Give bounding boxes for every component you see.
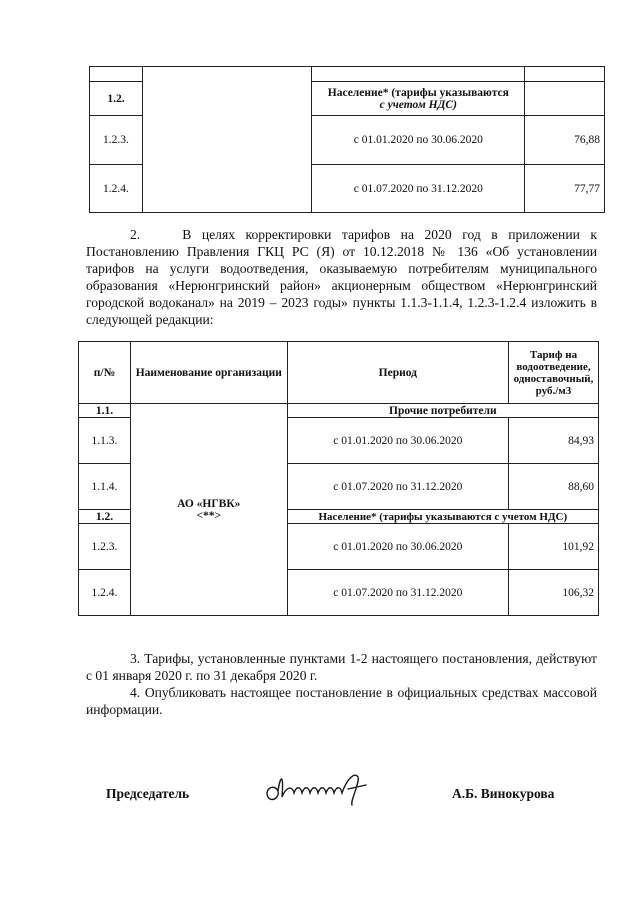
row-number: 1.2.3. (79, 524, 131, 570)
group-label: Население* (тарифы указываются с учетом НДС) (287, 510, 598, 524)
group-number: 1.1. (79, 404, 131, 418)
header-tariff: Тариф на водоотведение, одноставочный, руб./м3 (508, 342, 598, 404)
organization-note: <**> (196, 509, 222, 522)
row-tariff: 101,92 (508, 524, 598, 570)
row-number: 1.1.4. (79, 464, 131, 510)
group-label-line: с учетом НДС) (379, 98, 457, 111)
row-tariff: 76,88 (525, 116, 605, 165)
group-number: 1.2. (90, 82, 143, 116)
row-tariff: 84,93 (508, 418, 598, 464)
paragraph-2 (86, 226, 597, 328)
row-period: с 01.07.2020 по 31.12.2020 (312, 165, 525, 213)
table-cell (525, 67, 605, 82)
paragraph-text: В целях корректировки тарифов на 2020 год в приложении к Постановлению Правления ГКЦ РС (Я) от 10.12.2018 № 136 «Об установлении тарифов на услуги водоотведения, оказываемую потребителям муниципального образования «Нерюнгринский район» акционерным обществом «Нерюнгринский городской водоканал» на 2019 – 2023 годы» пункты 1.1.3-1.1.4, 1.2.3-1.2.4 изложить в следующей редакции: (86, 227, 597, 327)
header-org: Наименование организации (130, 342, 287, 404)
row-period: с 01.01.2020 по 30.06.2020 (287, 524, 508, 570)
paragraph-number: 2. (130, 227, 141, 242)
row-number: 1.2.3. (90, 116, 143, 165)
paragraph-3: 3. Тарифы, установленные пунктами 1-2 настоящего постановления, действуют с 01 января 2020 г. по 31 декабря 2020 г. (86, 651, 597, 683)
header-num: п/№ (79, 342, 131, 404)
signatory-title: Председатель (106, 786, 190, 801)
row-period: с 01.01.2020 по 30.06.2020 (312, 116, 525, 165)
row-tariff: 106,32 (508, 570, 598, 616)
row-number: 1.2.4. (90, 165, 143, 213)
group-label (312, 82, 525, 116)
row-period: с 01.01.2020 по 30.06.2020 (287, 418, 508, 464)
table-cell (312, 67, 525, 82)
organization-name: АО «НГВК» (177, 497, 241, 510)
group-label-line: Население* (тарифы указываются (327, 86, 509, 99)
tariff-table (78, 341, 599, 616)
signatory-name: А.Б. Винокурова (452, 786, 555, 801)
org-cell (142, 67, 312, 213)
row-period: с 01.07.2020 по 31.12.2020 (287, 570, 508, 616)
handwritten-signature (262, 767, 380, 809)
continued-tariff-table (89, 66, 605, 213)
group-number: 1.2. (79, 510, 131, 524)
row-tariff: 77,77 (525, 165, 605, 213)
row-number: 1.1.3. (79, 418, 131, 464)
row-tariff: 88,60 (508, 464, 598, 510)
paragraph-4: 4. Опубликовать настоящее постановление в официальных средствах массовой информации. (86, 685, 597, 717)
group-label: Прочие потребители (287, 404, 598, 418)
row-number: 1.2.4. (79, 570, 131, 616)
row-period: с 01.07.2020 по 31.12.2020 (287, 464, 508, 510)
organization-cell (130, 404, 287, 616)
table-cell (525, 82, 605, 116)
table-cell (90, 67, 143, 82)
header-period: Период (287, 342, 508, 404)
